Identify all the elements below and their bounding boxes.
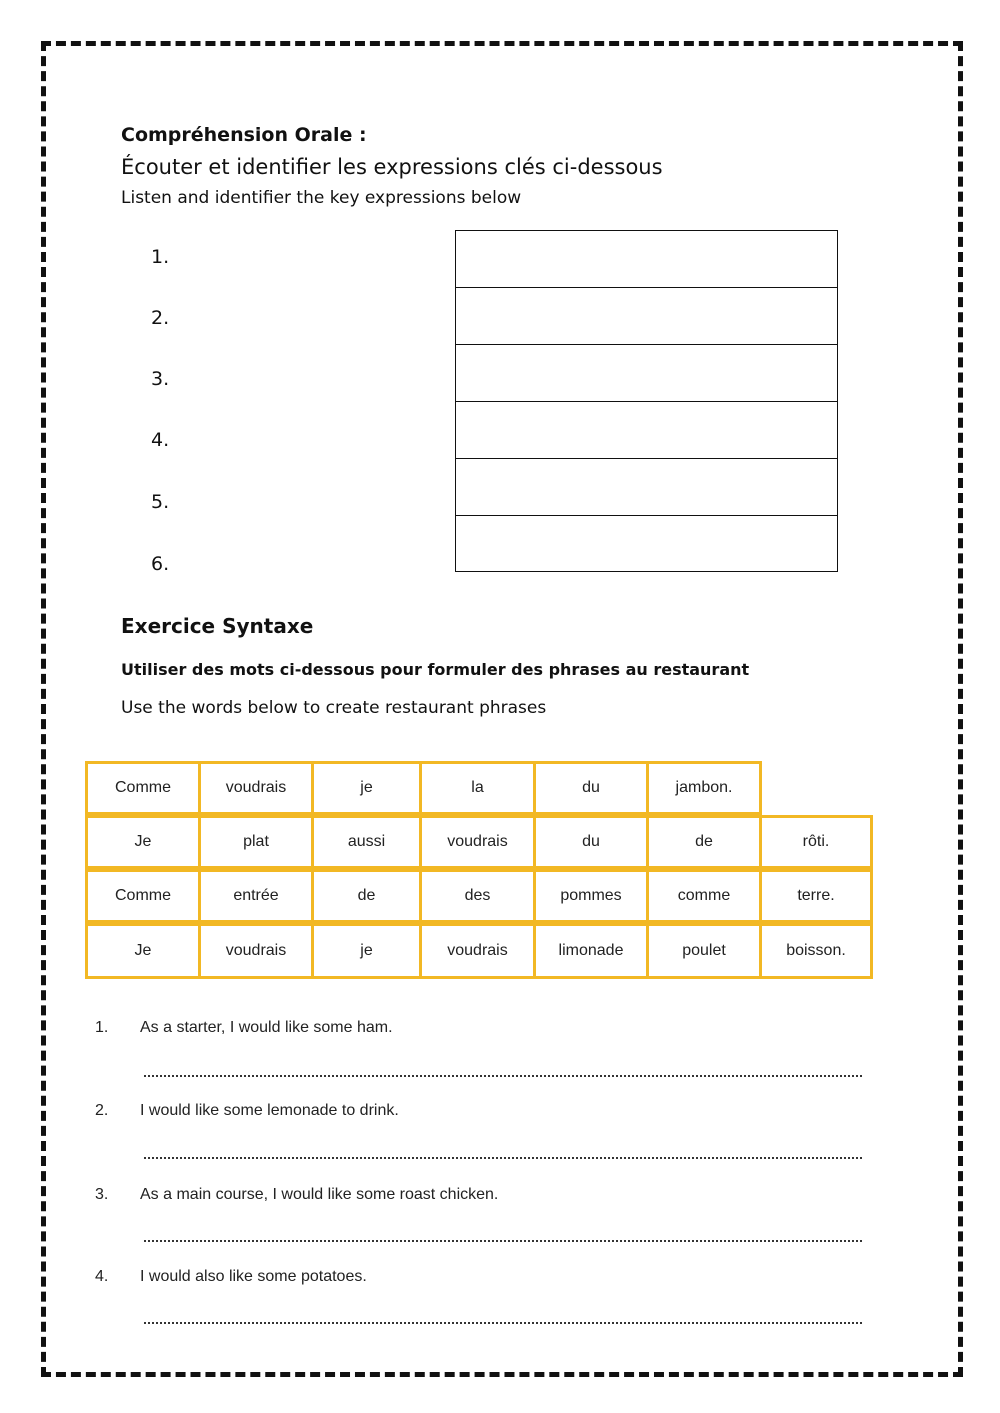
word-cell: je: [311, 923, 422, 979]
word-cell: plat: [198, 815, 314, 869]
listening-title: Compréhension Orale :: [121, 124, 367, 146]
listening-number: 1.: [151, 246, 170, 268]
answer-line[interactable]: [144, 1075, 862, 1077]
word-cell: voudrais: [198, 923, 314, 979]
listening-instruction-en: Listen and identifier the key expressions below: [121, 188, 522, 208]
word-cell: limonade: [533, 923, 649, 979]
question-text: As a main course, I would like some roast chicken.: [140, 1186, 499, 1203]
answer-row-5[interactable]: [456, 459, 837, 516]
word-cell: la: [419, 761, 536, 815]
word-cell: du: [533, 815, 649, 869]
word-cell: Je: [85, 923, 201, 979]
question-number: 4.: [95, 1268, 109, 1285]
word-cell: terre.: [759, 869, 873, 923]
answer-line[interactable]: [144, 1240, 862, 1242]
word-cell: rôti.: [759, 815, 873, 869]
syntax-instruction-fr: Utiliser des mots ci-dessous pour formuler des phrases au restaurant: [121, 660, 750, 679]
listening-instruction-fr: Écouter et identifier les expressions clés ci-dessous: [121, 155, 663, 179]
answer-box-table: [455, 230, 838, 572]
syntax-title: Exercice Syntaxe: [121, 614, 314, 638]
word-cell: voudrais: [419, 815, 536, 869]
listening-number: 4.: [151, 429, 170, 451]
question-text: As a starter, I would like some ham.: [140, 1019, 393, 1036]
answer-row-2[interactable]: [456, 288, 837, 345]
word-cell: des: [419, 869, 536, 923]
word-cell: de: [646, 815, 762, 869]
answer-row-6[interactable]: [456, 516, 837, 573]
word-cell: Comme: [85, 869, 201, 923]
word-cell: Je: [85, 815, 201, 869]
answer-row-4[interactable]: [456, 402, 837, 459]
answer-line[interactable]: [144, 1157, 862, 1159]
word-cell: pommes: [533, 869, 649, 923]
question-text: I would like some lemonade to drink.: [140, 1102, 399, 1119]
question-number: 1.: [95, 1019, 109, 1036]
question-number: 3.: [95, 1186, 109, 1203]
syntax-instruction-en: Use the words below to create restaurant phrases: [121, 698, 547, 718]
answer-line[interactable]: [144, 1322, 862, 1324]
word-grid: [85, 761, 873, 979]
word-cell: entrée: [198, 869, 314, 923]
word-cell: jambon.: [646, 761, 762, 815]
word-cell: poulet: [646, 923, 762, 979]
word-cell: je: [311, 761, 422, 815]
answer-row-1[interactable]: [456, 231, 837, 288]
question-number: 2.: [95, 1102, 109, 1119]
word-cell: voudrais: [198, 761, 314, 815]
word-cell: aussi: [311, 815, 422, 869]
word-cell: boisson.: [759, 923, 873, 979]
word-cell: Comme: [85, 761, 201, 815]
listening-number: 2.: [151, 307, 170, 329]
question-text: I would also like some potatoes.: [140, 1268, 367, 1285]
listening-number: 6.: [151, 553, 170, 575]
word-cell: de: [311, 869, 422, 923]
listening-number: 5.: [151, 491, 170, 513]
word-cell: voudrais: [419, 923, 536, 979]
word-cell: comme: [646, 869, 762, 923]
word-cell: du: [533, 761, 649, 815]
listening-number: 3.: [151, 368, 170, 390]
answer-row-3[interactable]: [456, 345, 837, 402]
